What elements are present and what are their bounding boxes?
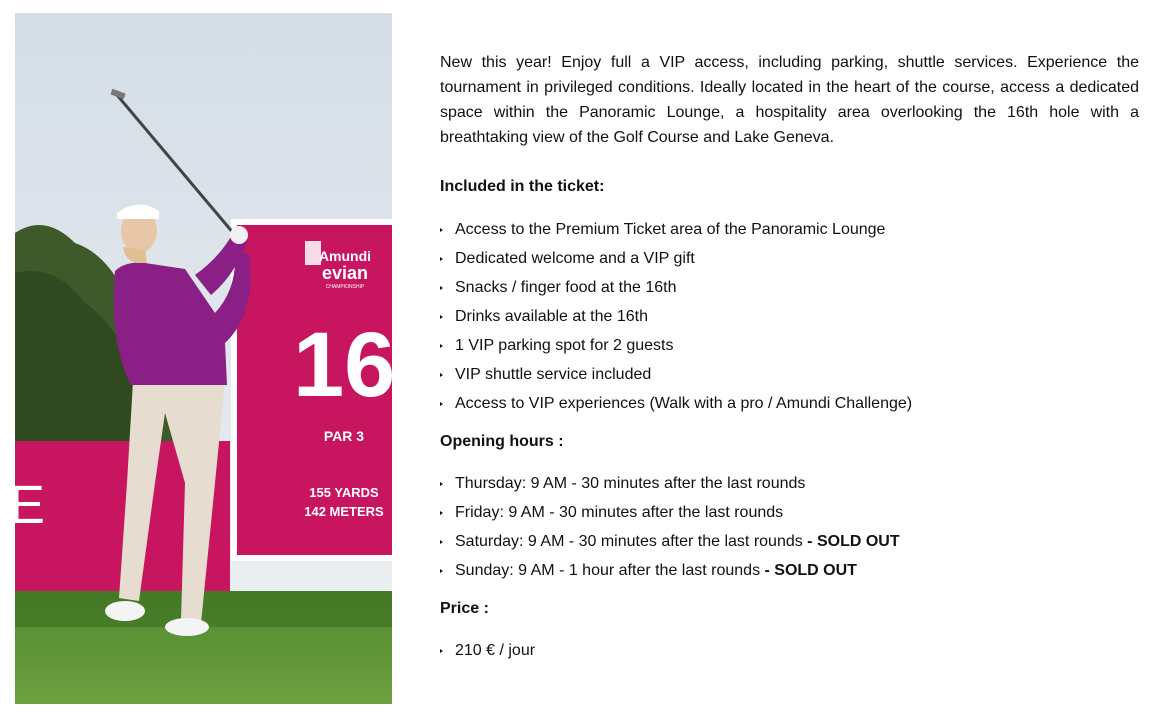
hours-text: Sunday: 9 AM - 1 hour after the last rounds xyxy=(455,562,761,579)
sold-out-label: - SOLD OUT xyxy=(760,562,857,579)
sign-brand-top: Amundi xyxy=(318,248,372,264)
sold-out-label: - SOLD OUT xyxy=(802,533,900,550)
list-item: Access to the Premium Ticket area of the Panoramic Lounge xyxy=(440,215,1139,244)
opening-hours-title: Opening hours : xyxy=(440,433,564,450)
shoe-left xyxy=(105,601,145,621)
included-list xyxy=(440,215,1139,418)
golf-glove xyxy=(230,226,248,244)
list-item xyxy=(440,527,1139,556)
list-item xyxy=(440,498,1139,527)
sign-hole-number: 16 xyxy=(293,314,396,416)
list-item: VIP shuttle service included xyxy=(440,360,1139,389)
banner-letter: E xyxy=(9,475,46,535)
list-item: 1 VIP parking spot for 2 guests xyxy=(440,331,1139,360)
list-item: Snacks / finger food at the 16th xyxy=(440,273,1139,302)
sign-brand-sub: CHAMPIONSHIP xyxy=(325,284,365,290)
list-item: 210 € / jour xyxy=(440,636,1139,665)
included-title: Included in the ticket: xyxy=(440,178,605,195)
list-item xyxy=(440,556,1139,585)
hours-text: Thursday: 9 AM - 30 minutes after the last rounds xyxy=(455,475,806,492)
opening-hours-list xyxy=(440,469,1139,585)
shoe-right xyxy=(165,618,209,636)
sign-yards: 155 YARDS xyxy=(309,485,379,500)
price-title: Price : xyxy=(440,600,489,617)
list-item: Access to VIP experiences (Walk with a pro / Amundi Challenge) xyxy=(440,389,1139,418)
hero-image xyxy=(9,13,396,704)
sign-par: PAR 3 xyxy=(323,428,365,444)
intro-text: New this year! Enjoy full a VIP access, including parking, shuttle services. Experience the tournament in privileged conditions. Ideally located in the heart of the course, access a dedicated space within the Panoramic Lounge, a hospitality area overlooking the 16th hole with a breathtaking view of the Golf Course and Lake Geneva. xyxy=(440,54,1139,146)
list-item: Drinks available at the 16th xyxy=(440,302,1139,331)
sign-brand-bottom: evian xyxy=(321,263,369,283)
golfer-photo xyxy=(9,13,396,704)
sign-meters: 142 METERS xyxy=(304,504,384,519)
list-item xyxy=(440,469,1139,498)
price-list xyxy=(440,636,1139,665)
hours-text: Saturday: 9 AM - 30 minutes after the last rounds xyxy=(455,533,803,550)
hours-text: Friday: 9 AM - 30 minutes after the last rounds xyxy=(455,504,784,521)
list-item: Dedicated welcome and a VIP gift xyxy=(440,244,1139,273)
ticket-description xyxy=(440,50,1139,665)
